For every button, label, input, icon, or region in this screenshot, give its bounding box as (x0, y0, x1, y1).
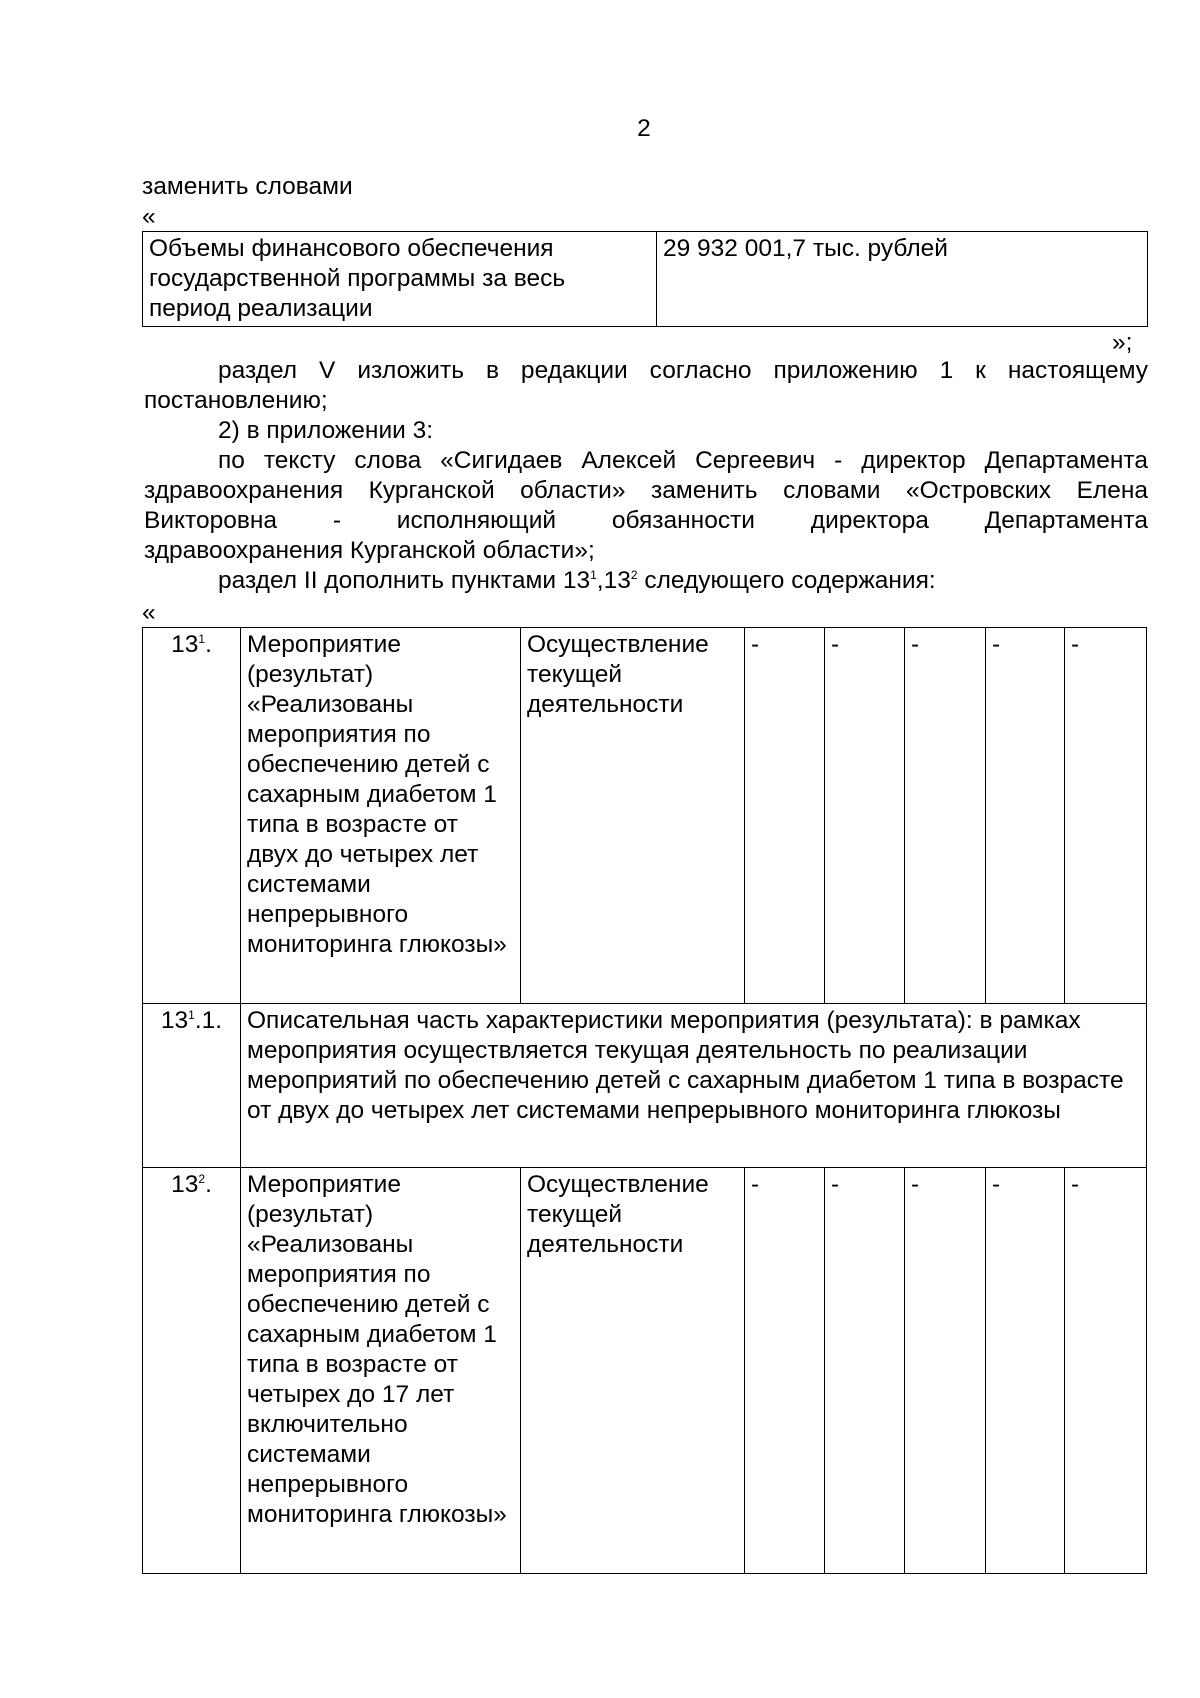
para-section-ii-middle: ,13 (596, 567, 631, 594)
measure-name-cell: Мероприятие (результат) «Реализованы мероприятия по обеспечению детей с сахарным диабетом 1 типа в возрасте от четырех до 17 лет включительно системами непрерывного мониторинга глюкозы» (241, 1168, 521, 1574)
value-cell: - (986, 1168, 1065, 1574)
para-replace-line1: по тексту слова «Сигидаев Алексей Сергеевич - директор Департамента (218, 447, 1148, 474)
page-number: 2 (637, 115, 651, 142)
superscript: 2 (630, 568, 638, 582)
para-section-v-line2: постановлению; (144, 387, 328, 414)
table-row (143, 628, 1147, 1004)
para-replace-line2: здравоохранения Курганской области» заменить словами «Островских Елена (144, 477, 1148, 504)
measure-name-cell: Мероприятие (результат) «Реализованы мероприятия по обеспечению детей с сахарным диабетом 1 типа в возрасте от двух до четырех лет системами непрерывного мониторинга глюкозы» (241, 628, 521, 1004)
table-row (143, 232, 1148, 327)
value-cell: - (905, 628, 986, 1004)
description-cell: Описательная часть характеристики мероприятия (результата): в рамках мероприятия осуществляется текущая деятельность по реализации мероприятий по обеспечению детей с сахарным диабетом 1 типа в возрасте от двух до четырех лет системами непрерывного мониторинга глюкозы (241, 1004, 1147, 1168)
open-quote: « (142, 203, 156, 230)
para-section-ii (144, 566, 936, 596)
value-cell: - (745, 628, 825, 1004)
measure-type-cell: Осуществление текущей деятельности (521, 628, 745, 1004)
value-cell: - (825, 1168, 905, 1574)
finance-table (142, 231, 1148, 327)
open-quote-2: « (142, 599, 156, 626)
measures-table (142, 627, 1147, 1574)
measure-type-cell: Осуществление текущей деятельности (521, 1168, 745, 1574)
para-replace-line3: Викторовна - исполняющий обязанности директора Департамента (144, 507, 1148, 534)
intro-text: заменить словами (142, 173, 353, 200)
para-section-ii-after: следующего содержания: (637, 567, 936, 594)
value-cell: - (905, 1168, 986, 1574)
value-cell: - (986, 628, 1065, 1004)
para-section-ii-before: раздел II дополнить пунктами 13 (218, 567, 591, 594)
para-replace-line4: здравоохранения Курганской области»; (144, 537, 595, 564)
row-number-cell: $13^2$. (143, 1168, 241, 1574)
value-cell: - (745, 1168, 825, 1574)
row-number-cell: $13^1$. (143, 628, 241, 1004)
finance-value-cell: 29 932 001,7 тыс. рублей (657, 232, 1148, 327)
value-cell: - (1065, 628, 1147, 1004)
para-appendix3: 2) в приложении 3: (218, 417, 434, 444)
value-cell: - (1065, 1168, 1147, 1574)
superscript: 1 (590, 568, 597, 582)
table-row (143, 1004, 1147, 1168)
close-quote: »; (1112, 329, 1133, 356)
value-cell: - (825, 628, 905, 1004)
row-number-cell: $13^1.1$. (143, 1004, 241, 1168)
para-section-v-line1: раздел V изложить в редакции согласно приложению 1 к настоящему (218, 357, 1148, 384)
finance-label-cell: Объемы финансового обеспечения государственной программы за весь период реализации (143, 232, 657, 327)
table-row (143, 1168, 1147, 1574)
